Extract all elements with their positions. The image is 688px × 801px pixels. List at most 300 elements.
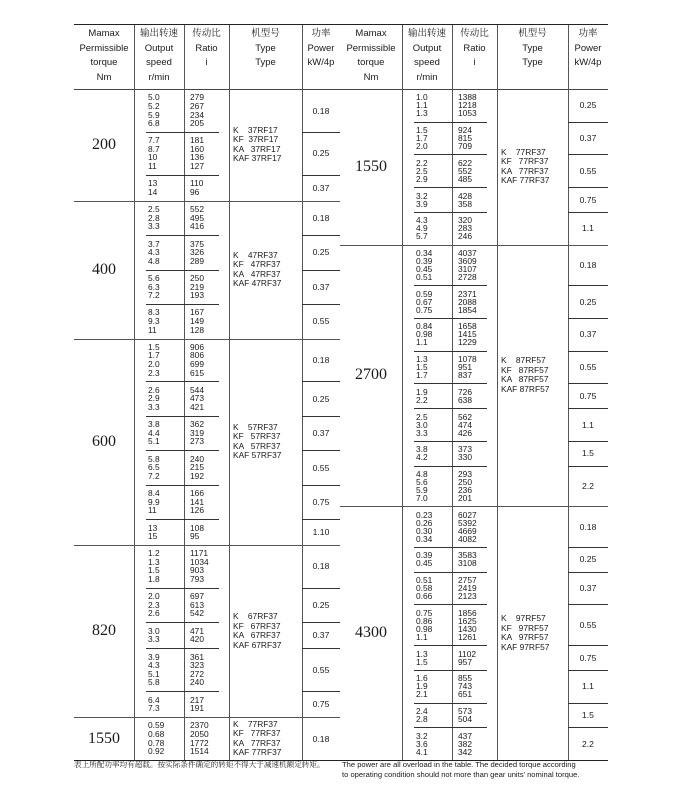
right-ratio-value: 437: [458, 730, 472, 741]
right-ratio-value: 1854: [458, 304, 477, 315]
left-ratio-value: 1171: [190, 548, 209, 559]
left-speed-value: 3.8: [148, 419, 160, 430]
left-type-item: K 77RF37: [233, 718, 278, 729]
left-power-value: 0.55: [312, 462, 330, 473]
right-power-divider: [568, 285, 608, 286]
right-speed-value: 3.2: [416, 190, 428, 201]
left-power-divider: [302, 485, 340, 486]
left-ratio-value: 471: [190, 625, 204, 636]
left-ratio-value: 289: [190, 255, 204, 266]
left-table: [74, 24, 340, 761]
left-ratio-value: 95: [190, 531, 200, 541]
right-speed-value: 1.7: [416, 133, 428, 144]
left-header-power-line: kW/4p: [307, 57, 335, 68]
right-power-value: 0.25: [579, 296, 597, 307]
right-ratio-value: 342: [458, 746, 472, 757]
left-type-item: K 37RF17: [233, 124, 278, 135]
left-group-divider: [74, 717, 340, 718]
right-speed-value: 2.5: [416, 165, 428, 176]
left-type-item: KA 67RF37: [233, 630, 281, 640]
right-speed-value: 2.9: [416, 173, 428, 184]
right-speed-value: 0.98: [416, 623, 433, 634]
right-torque-value: 4300: [355, 624, 387, 642]
left-power-divider: [302, 132, 340, 133]
right-block-divider: [414, 383, 487, 384]
right-power-value: 0.18: [579, 259, 597, 270]
right-power-divider: [568, 122, 608, 123]
left-header-ratio: [184, 27, 229, 71]
right-type-list: [501, 148, 549, 186]
left-ratio-value: 416: [190, 221, 204, 232]
right-block-divider: [414, 670, 487, 671]
left-block-divider: [146, 416, 219, 417]
left-header-torque-line: Nm: [96, 71, 112, 83]
left-type-item: KA 57RF37: [233, 440, 281, 451]
right-torque-value: 1550: [355, 157, 387, 175]
right-speed-value: 3.6: [416, 738, 428, 749]
note-english-line1: The power are all overload in the table. The decided torque according: [342, 760, 576, 769]
left-type-item: KAF 67RF37: [233, 639, 282, 650]
right-torque-value: 2700: [355, 366, 387, 384]
left-type-item: KA 47RF37: [233, 268, 281, 279]
right-ratio-value: 4082: [458, 533, 477, 544]
left-power-value: 0.18: [312, 105, 330, 116]
left-power-value: 0.25: [312, 148, 330, 159]
left-ratio-value: 126: [190, 505, 204, 516]
right-ratio-value: 651: [458, 689, 472, 700]
right-block-divider: [414, 285, 487, 286]
left-ratio-value: 421: [190, 401, 204, 412]
right-speed-value: 1.3: [416, 648, 428, 659]
right-power-divider: [568, 547, 608, 548]
left-speed-value: 0.92: [148, 746, 165, 757]
left-header-speed-line: Output: [144, 42, 174, 54]
left-ratio-value: 1034: [190, 556, 209, 567]
left-speed-value: 11: [148, 505, 157, 516]
right-header-power-line: 功率: [578, 28, 598, 39]
left-type-list: [233, 612, 281, 650]
left-header-ratio-line: i: [205, 57, 208, 68]
right-power-value: 0.75: [579, 390, 597, 401]
right-block-divider: [414, 466, 487, 467]
right-block-divider: [414, 187, 487, 188]
right-ratio-value: 3609: [458, 256, 477, 266]
right-power-divider: [568, 703, 608, 704]
left-ratio-value: 699: [190, 358, 204, 369]
right-speed-value: 2.1: [416, 689, 428, 700]
right-power-divider: [568, 187, 608, 188]
left-speed-value: 7.2: [148, 470, 160, 481]
right-ratio-value: 2123: [458, 591, 477, 601]
left-header-ratio-line: 传动比: [192, 28, 221, 39]
right-type-item: KAF 97RF57: [501, 641, 550, 652]
right-power-value: 2.2: [582, 738, 594, 749]
right-ratio-value: 485: [458, 173, 472, 184]
left-header: [74, 25, 340, 90]
left-block-divider: [146, 381, 219, 382]
left-ratio-value: 542: [190, 608, 204, 619]
right-speed-value: 0.58: [416, 583, 433, 594]
right-power-divider: [568, 604, 608, 605]
left-speed-value: 2.0: [148, 591, 160, 602]
left-type-list: [233, 720, 281, 758]
right-ratio-value: 957: [458, 656, 472, 667]
right-ratio-value: 426: [458, 427, 472, 438]
left-ratio-value: 361: [190, 651, 204, 662]
right-power-value: 0.75: [579, 652, 597, 663]
left-speed-value: 7.7: [148, 135, 160, 146]
left-speed-value: 5.1: [148, 436, 160, 447]
right-ratio-value: 3108: [458, 558, 477, 569]
right-column-divider: [452, 25, 453, 760]
left-speed-value: 7.3: [148, 703, 160, 714]
right-block-divider: [414, 122, 487, 123]
left-block-divider: [146, 648, 219, 649]
right-type-item: K 87RF57: [501, 355, 546, 366]
left-type-item: KAF 77RF37: [233, 747, 282, 757]
right-speed-value: 2.4: [416, 705, 428, 716]
left-ratio-value: 160: [190, 143, 204, 154]
right-ratio-value: 1078: [458, 354, 477, 365]
right-power-divider: [568, 645, 608, 646]
left-power-value: 1.10: [312, 527, 330, 537]
right-block-divider: [414, 212, 487, 213]
left-header-torque-line: Mamax: [88, 28, 120, 39]
right-speed-value: 1.5: [416, 656, 428, 667]
left-ratio-value: 903: [190, 565, 204, 576]
right-ratio-value: 1229: [458, 337, 477, 348]
left-torque-value: 820: [92, 622, 116, 639]
right-ratio-value: 283: [458, 223, 472, 234]
left-type-item: KF 67RF37: [233, 620, 281, 631]
right-speed-value: 3.8: [416, 444, 428, 455]
right-speed-value: 2.2: [416, 157, 428, 168]
right-speed-value: 0.75: [416, 607, 433, 618]
left-speed-value: 1.5: [148, 565, 160, 576]
right-speed-value: 1.5: [416, 125, 428, 136]
right-power-value: 0.55: [579, 362, 597, 372]
left-torque-value: 600: [92, 432, 116, 450]
right-power-value: 0.18: [579, 521, 597, 532]
left-speed-value: 5.8: [148, 453, 160, 464]
right-header-power-line: kW/4p: [574, 57, 602, 68]
left-type-item: K 67RF37: [233, 611, 278, 621]
left-speed-value: 2.0: [148, 358, 160, 369]
right-speed-value: 0.67: [416, 296, 433, 307]
right-block-divider: [414, 408, 487, 409]
right-header-torque-line: Permissible: [346, 42, 396, 54]
left-speed-value: 2.3: [148, 599, 160, 610]
right-speed-value: 1.3: [416, 108, 428, 119]
right-header-type-line: Type: [522, 42, 543, 54]
right-power-value: 0.37: [579, 329, 597, 340]
left-block-divider: [146, 175, 219, 176]
left-power-divider: [302, 381, 340, 382]
left-ratio-value: 240: [190, 677, 204, 688]
right-ratio-value: 3583: [458, 550, 477, 561]
right-header-torque: [340, 27, 402, 85]
left-power-value: 0.75: [312, 496, 330, 507]
right-ratio-value: 951: [458, 362, 472, 373]
left-block-divider: [146, 519, 219, 520]
left-power-value: 0.55: [312, 316, 330, 327]
right-ratio-value: 1430: [458, 623, 477, 634]
right-block-divider: [414, 351, 487, 352]
right-block-divider: [414, 645, 487, 646]
left-ratio-value: 495: [190, 212, 204, 223]
right-speed-value: 5.9: [416, 484, 428, 495]
left-speed-value: 5.1: [148, 668, 160, 679]
left-power-value: 0.55: [312, 664, 330, 675]
right-speed-value: 0.75: [416, 304, 433, 315]
left-speed-value: 3.3: [148, 401, 160, 412]
right-speed-value: 2.5: [416, 411, 428, 422]
right-power-value: 0.55: [579, 165, 597, 176]
right-ratio-value: 552: [458, 165, 472, 176]
right-power-divider: [568, 727, 608, 728]
right-header-speed-line: r/min: [416, 71, 438, 83]
left-torque-value: 400: [92, 260, 116, 278]
left-type-item: KAF 57RF37: [233, 450, 282, 461]
left-power-divider: [302, 450, 340, 451]
left-block-divider: [146, 588, 219, 589]
right-ratio-value: 638: [458, 394, 472, 405]
right-type-item: K 77RF37: [501, 146, 546, 157]
right-power-divider: [568, 572, 608, 573]
left-speed-value: 15: [148, 531, 158, 541]
right-header-speed: [402, 27, 452, 85]
right-block-divider: [414, 703, 487, 704]
left-ratio-value: 149: [190, 316, 204, 326]
left-power-divider: [302, 691, 340, 692]
left-ratio-value: 613: [190, 599, 204, 610]
left-ratio-value: 110: [190, 178, 204, 189]
right-speed-value: 1.1: [416, 631, 428, 642]
right-speed-value: 1.6: [416, 673, 428, 684]
right-ratio-value: 1388: [458, 92, 477, 103]
left-header-torque-line: Permissible: [79, 42, 129, 54]
left-speed-value: 3.7: [148, 238, 160, 249]
right-table: [340, 24, 608, 761]
left-power-value: 0.37: [312, 182, 330, 193]
left-speed-value: 8.3: [148, 307, 160, 318]
right-header-ratio: [452, 27, 497, 71]
right-header-torque-line: Nm: [363, 71, 379, 83]
left-type-item: KF 77RF37: [233, 728, 281, 738]
left-ratio-value: 279: [190, 92, 204, 103]
right-speed-value: 0.26: [416, 517, 433, 528]
left-block-divider: [146, 622, 219, 623]
right-speed-value: 4.1: [416, 746, 428, 757]
left-power-value: 0.18: [312, 561, 330, 572]
right-type-list: [501, 356, 549, 394]
left-ratio-value: 96: [190, 186, 200, 197]
left-speed-value: 2.5: [148, 204, 160, 215]
left-ratio-value: 234: [190, 109, 204, 120]
right-type-item: KA 87RF57: [501, 374, 549, 385]
right-ratio-value: 1415: [458, 329, 477, 340]
right-ratio-value: 709: [458, 141, 472, 152]
right-ratio-value: 373: [458, 444, 472, 455]
left-torque-value: 200: [92, 135, 116, 153]
left-ratio-value: 273: [190, 436, 204, 447]
right-ratio-value: 201: [458, 492, 472, 503]
right-ratio-value: 1218: [458, 100, 477, 111]
left-speed-value: 7.2: [148, 290, 160, 301]
note-chinese: 表上所配功率均有超载。按实际条件确定的转矩不得大于减速机额定转矩。: [74, 760, 325, 769]
right-ratio-value: 382: [458, 738, 472, 749]
right-speed-value: 0.39: [416, 256, 433, 266]
left-power-divider: [302, 416, 340, 417]
left-speed-value: 1.3: [148, 556, 160, 567]
left-ratio-value: 217: [190, 694, 204, 705]
right-column-divider: [497, 25, 498, 760]
right-speed-value: 1.0: [416, 92, 428, 103]
left-speed-value: 9.9: [148, 496, 160, 507]
right-ratio-value: 1856: [458, 607, 477, 618]
right-ratio-value: 250: [458, 477, 472, 487]
right-ratio-value: 504: [458, 713, 472, 724]
left-power-value: 0.18: [312, 213, 330, 223]
right-header-ratio-line: 传动比: [460, 28, 489, 39]
right-ratio-value: 2757: [458, 575, 477, 586]
left-block-divider: [146, 304, 219, 305]
left-ratio-value: 319: [190, 427, 204, 438]
right-speed-value: 7.0: [416, 492, 428, 503]
right-ratio-value: 622: [458, 157, 472, 168]
right-ratio-value: 726: [458, 386, 472, 397]
left-power-value: 0.37: [312, 630, 330, 641]
right-header-power-line: Power: [574, 42, 602, 54]
left-ratio-value: 615: [190, 367, 204, 378]
left-header-type-line: Type: [255, 57, 276, 68]
left-speed-value: 6.8: [148, 118, 160, 128]
right-power-value: 0.37: [579, 133, 597, 144]
right-speed-value: 0.51: [416, 271, 433, 282]
right-ratio-value: 2371: [458, 288, 477, 299]
right-speed-value: 4.9: [416, 223, 428, 234]
right-power-divider: [568, 383, 608, 384]
left-ratio-value: 205: [190, 118, 204, 128]
left-power-value: 0.25: [312, 393, 330, 404]
left-column-divider: [229, 25, 230, 760]
left-speed-value: 6.5: [148, 462, 160, 473]
left-ratio-value: 2370: [190, 720, 209, 731]
left-ratio-value: 108: [190, 522, 204, 533]
right-ratio-value: 1053: [458, 108, 477, 119]
left-power-value: 0.18: [312, 733, 330, 744]
right-block-divider: [414, 441, 487, 442]
left-header-power-line: Power: [307, 42, 335, 54]
left-block-divider: [146, 450, 219, 451]
left-ratio-value: 127: [190, 161, 204, 171]
right-header-type: [497, 27, 568, 71]
left-speed-value: 8.7: [148, 143, 160, 154]
left-ratio-value: 1772: [190, 737, 209, 748]
right-ratio-value: 573: [458, 705, 472, 716]
right-header-speed-line: 输出转速: [407, 28, 446, 39]
right-speed-value: 4.3: [416, 215, 428, 226]
left-header-power-line: 功率: [311, 28, 331, 39]
right-power-divider: [568, 212, 608, 213]
left-speed-value: 0.59: [148, 720, 165, 731]
right-ratio-value: 236: [458, 484, 472, 495]
right-ratio-value: 855: [458, 673, 472, 684]
right-speed-value: 0.34: [416, 248, 433, 258]
right-power-value: 1.1: [582, 419, 594, 430]
left-power-value: 0.37: [312, 281, 330, 292]
right-speed-value: 4.8: [416, 469, 428, 479]
right-speed-value: 1.5: [416, 362, 428, 373]
left-ratio-value: 128: [190, 324, 204, 335]
right-speed-value: 1.9: [416, 386, 428, 397]
left-speed-value: 1.5: [148, 341, 160, 352]
left-type-list: [233, 423, 281, 461]
left-ratio-value: 193: [190, 290, 204, 301]
right-speed-value: 0.30: [416, 525, 433, 536]
left-ratio-value: 141: [190, 496, 204, 507]
left-header-torque-line: torque: [90, 57, 118, 68]
right-speed-value: 0.51: [416, 575, 433, 586]
right-speed-value: 3.2: [416, 730, 428, 741]
left-speed-value: 3.3: [148, 634, 160, 645]
left-power-divider: [302, 648, 340, 649]
right-speed-value: 3.0: [416, 419, 428, 430]
right-speed-value: 2.2: [416, 394, 428, 405]
right-ratio-value: 2728: [458, 271, 477, 282]
left-type-list: [233, 126, 281, 164]
left-header-type-line: Type: [255, 42, 276, 54]
right-ratio-value: 4037: [458, 248, 477, 258]
right-speed-value: 0.34: [416, 533, 433, 544]
left-ratio-value: 906: [190, 341, 204, 352]
right-speed-value: 0.59: [416, 288, 433, 299]
left-ratio-value: 136: [190, 152, 204, 163]
right-speed-value: 1.9: [416, 681, 428, 692]
left-power-value: 0.18: [312, 354, 330, 365]
left-speed-value: 8.4: [148, 488, 160, 499]
right-speed-value: 0.39: [416, 550, 433, 561]
left-ratio-value: 181: [190, 135, 204, 146]
right-ratio-value: 743: [458, 681, 472, 692]
right-header-torque-line: torque: [357, 57, 385, 68]
left-type-item: KA 37RF17: [233, 143, 281, 154]
left-ratio-value: 1514: [190, 746, 209, 757]
left-column-divider: [302, 25, 303, 760]
left-ratio-value: 806: [190, 350, 204, 361]
left-column-divider: [184, 25, 185, 760]
left-speed-value: 5.6: [148, 273, 160, 283]
right-power-divider: [568, 154, 608, 155]
left-block-divider: [146, 132, 219, 133]
left-header-speed-line: speed: [146, 57, 172, 68]
left-ratio-value: 793: [190, 574, 204, 584]
left-speed-value: 6.4: [148, 694, 160, 705]
right-ratio-value: 4669: [458, 525, 477, 536]
left-speed-value: 1.2: [148, 548, 160, 559]
left-speed-value: 0.78: [148, 737, 165, 748]
right-power-value: 1.1: [582, 223, 594, 234]
left-header-speed: [134, 27, 184, 85]
right-header-ratio-line: i: [473, 57, 476, 68]
left-speed-value: 4.4: [148, 427, 160, 438]
left-ratio-value: 219: [190, 281, 204, 292]
left-speed-value: 4.8: [148, 255, 160, 266]
right-speed-value: 4.2: [416, 452, 428, 463]
right-ratio-value: 562: [458, 411, 472, 422]
left-speed-value: 5.9: [148, 109, 160, 120]
right-ratio-value: 428: [458, 190, 472, 201]
